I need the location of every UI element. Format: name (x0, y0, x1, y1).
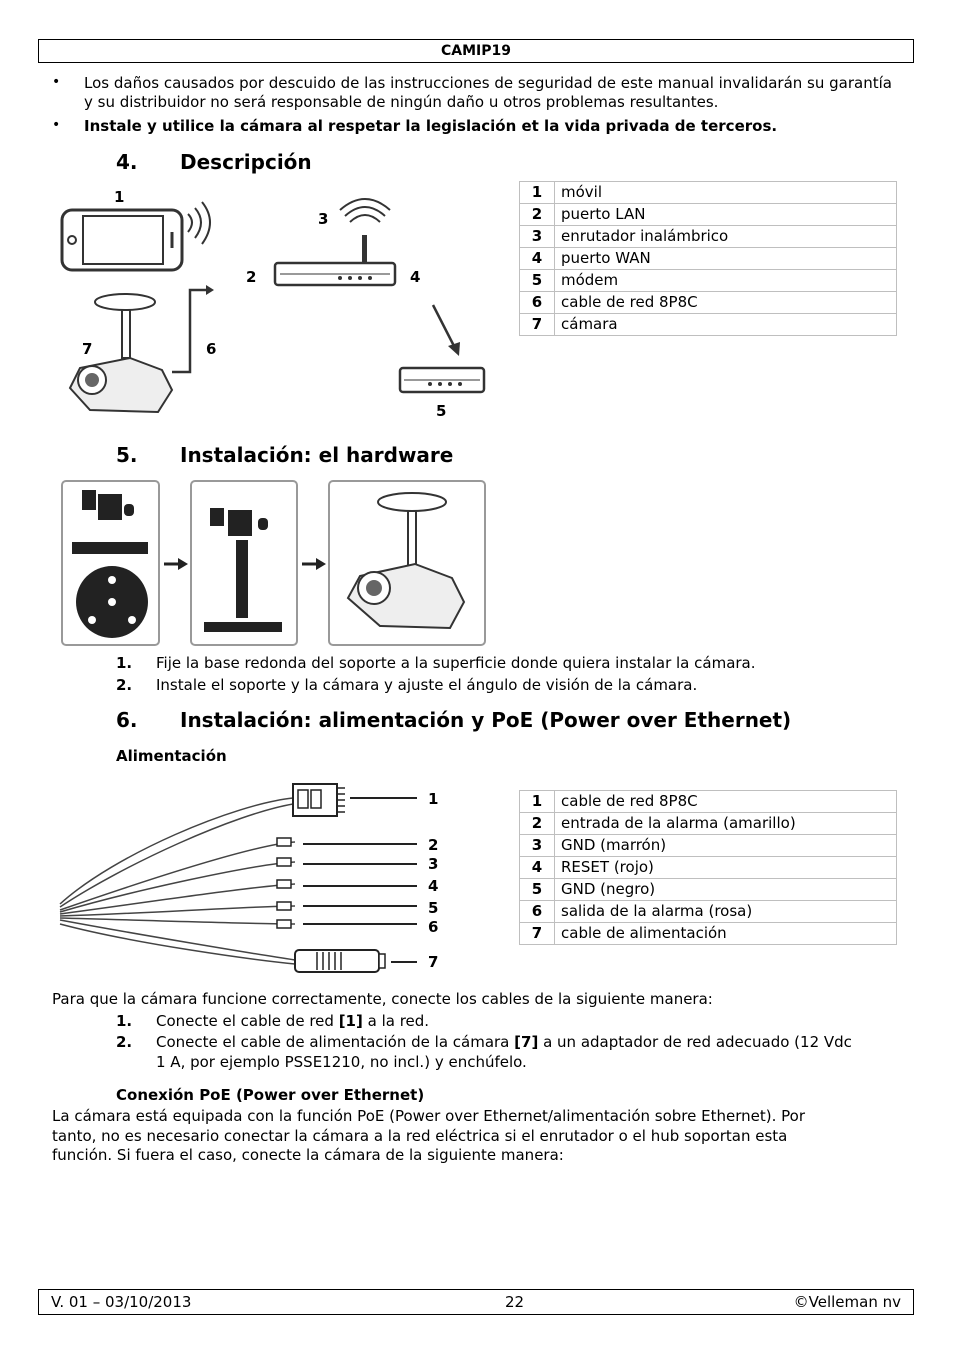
table-cell-number: 5 (520, 270, 555, 292)
section-title: Instalación: el hardware (180, 443, 454, 467)
table-cell-number: 2 (520, 204, 555, 226)
table-cell-number: 7 (520, 314, 555, 336)
table-cell-label: RESET (rojo) (555, 857, 897, 879)
arrow-icon (316, 558, 326, 570)
cable-label-3: 3 (428, 855, 439, 873)
cable-diagram (55, 774, 455, 976)
table-cell-number: 1 (520, 791, 555, 813)
diagram-label-1: 1 (114, 188, 125, 206)
section-6-heading (116, 708, 791, 732)
table-cell-label: móvil (555, 182, 897, 204)
arrow-to-modem (433, 305, 460, 356)
section-number: 5. (116, 443, 138, 467)
table-row (520, 923, 897, 945)
cable-label-2: 2 (428, 836, 439, 854)
section-4-heading (116, 150, 312, 174)
table-cell-label: puerto WAN (555, 248, 897, 270)
table-cell-number: 5 (520, 879, 555, 901)
subheading-power: Alimentación (116, 747, 227, 765)
cable-label-5: 5 (428, 899, 439, 917)
section-title: Instalación: alimentación y PoE (Power over Ethernet) (180, 708, 792, 732)
table-cell-number: 2 (520, 813, 555, 835)
cable-label-6: 6 (428, 918, 439, 936)
table-cell-label: enrutador inalámbrico (555, 226, 897, 248)
table-cell-label: cable de alimentación (555, 923, 897, 945)
diagram-label-3: 3 (318, 210, 329, 228)
diagram-label-4: 4 (410, 268, 421, 286)
connection-step-1: 1. Conecte el cable de red [1] a la red. (116, 1012, 430, 1030)
table-cell-label: módem (555, 270, 897, 292)
diagram-label-2: 2 (246, 268, 257, 286)
table-cell-number: 4 (520, 857, 555, 879)
table-row (520, 857, 897, 879)
diagram-label-5: 5 (436, 402, 447, 420)
subheading-poe: Conexión PoE (Power over Ethernet) (116, 1086, 425, 1104)
install-step-2: 2. Instale el soporte y la cámara y ajuste el ángulo de visión de la cámara. (116, 676, 698, 694)
page-header-title: CAMIP19 (38, 39, 914, 63)
table-cell-number: 6 (520, 901, 555, 923)
page-footer (38, 1289, 914, 1315)
hardware-installation-illustration (60, 480, 488, 648)
phone-illustration (62, 210, 182, 270)
table-cell-label: GND (negro) (555, 879, 897, 901)
bullet-text-bold: Instale y utilice la cámara al respetar la legislación et la vida privada de terceros. (84, 117, 778, 135)
bullet-marker: • (52, 74, 61, 90)
table-cell-label: GND (marrón) (555, 835, 897, 857)
table-cell-number: 6 (520, 292, 555, 314)
table-row (520, 226, 897, 248)
table-cell-label: entrada de la alarma (amarillo) (555, 813, 897, 835)
table-cell-number: 1 (520, 182, 555, 204)
poe-paragraph-line: tanto, no es necesario conectar la cámara a la red eléctrica si el enrutador o el hub soportan esta (52, 1127, 788, 1145)
diagram-label-7: 7 (82, 340, 93, 358)
connection-step-2: 2. Conecte el cable de alimentación de la cámara [7] a un adaptador de red adecuado (12 Vdc (116, 1033, 852, 1051)
table-row (520, 901, 897, 923)
bullet-text: Los daños causados por descuido de las instrucciones de seguridad de este manual invalidarán su garantía y su distribuidor no será responsable de ningún daño u otros problemas resultantes. (84, 74, 892, 111)
network-cable-line (172, 285, 217, 372)
table-row (520, 879, 897, 901)
table-row (520, 204, 897, 226)
bullet-marker: • (52, 117, 61, 133)
table-row (520, 182, 897, 204)
modem-illustration (400, 368, 484, 392)
table-cell-label: cable de red 8P8C (555, 791, 897, 813)
cable-label-4: 4 (428, 877, 439, 895)
table-cell-label: cámara (555, 314, 897, 336)
table-cell-number: 3 (520, 835, 555, 857)
poe-paragraph-line: La cámara está equipada con la función PoE (Power over Ethernet/alimentación sobre Ethernet). Por (52, 1107, 805, 1125)
table-cell-label: cable de red 8P8C (555, 292, 897, 314)
arrow-icon (178, 558, 188, 570)
poe-paragraph-line: función. Si fuera el caso, conecte la cámara de la siguiente manera: (52, 1146, 564, 1164)
section-number: 4. (116, 150, 138, 174)
cable-label-1: 1 (428, 790, 439, 808)
table-row (520, 270, 897, 292)
diagram-label-6: 6 (206, 340, 217, 358)
table-cell-label: puerto LAN (555, 204, 897, 226)
install-step-1: 1. Fije la base redonda del soporte a la superficie donde quiera instalar la cámara. (116, 654, 756, 672)
footer-page-number: 22 (505, 1293, 525, 1311)
table-cell-label: salida de la alarma (rosa) (555, 901, 897, 923)
router-illustration (275, 199, 395, 285)
table-cell-number: 3 (520, 226, 555, 248)
signal-waves (188, 202, 210, 244)
connection-intro: Para que la cámara funcione correctamente, conecte los cables de la siguiente manera: (52, 990, 713, 1008)
network-diagram (50, 180, 500, 425)
description-legend-table (519, 181, 897, 336)
table-cell-number: 7 (520, 923, 555, 945)
cable-legend-table (519, 790, 897, 945)
table-row (520, 835, 897, 857)
section-5-heading (116, 443, 453, 467)
footer-copyright: ©Velleman nv (793, 1293, 901, 1311)
connection-step-2-continued: 1 A, por ejemplo PSSE1210, no incl.) y enchúfelo. (156, 1053, 527, 1071)
table-row (520, 248, 897, 270)
table-row (520, 791, 897, 813)
section-number: 6. (116, 708, 138, 732)
table-row (520, 292, 897, 314)
cable-label-7: 7 (428, 953, 439, 971)
table-row (520, 314, 897, 336)
table-cell-number: 4 (520, 248, 555, 270)
footer-version: V. 01 – 03/10/2013 (51, 1293, 192, 1311)
section-title: Descripción (180, 150, 312, 174)
table-row (520, 813, 897, 835)
